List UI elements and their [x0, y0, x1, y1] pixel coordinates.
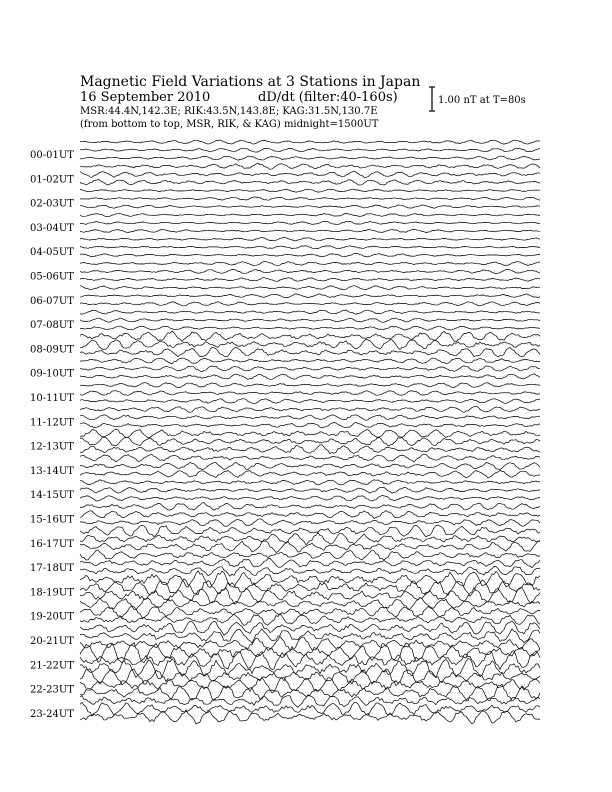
hour-label: 17-18UT — [30, 563, 74, 575]
hour-row — [30, 286, 540, 307]
hour-row — [30, 331, 540, 357]
scale-bar-label: 1.00 nT at T=80s — [438, 95, 526, 106]
hour-row — [30, 140, 540, 161]
trace-msr — [80, 347, 540, 357]
hour-label: 15-16UT — [30, 514, 74, 526]
trace-msr — [80, 496, 540, 502]
station-order-note: (from bottom to top, MSR, RIK, & KAG) midnight=1500UT — [80, 119, 379, 130]
trace-kag — [80, 262, 540, 266]
hour-label: 22-23UT — [30, 684, 74, 696]
scale-bar — [429, 87, 526, 111]
hour-row — [30, 383, 540, 404]
hour-label: 23-24UT — [30, 708, 74, 720]
trace-kag — [80, 163, 540, 169]
hour-row — [30, 238, 540, 259]
trace-msr — [80, 636, 540, 650]
hour-row — [30, 213, 540, 234]
trace-rik — [80, 559, 540, 568]
station-coordinates: MSR:44.4N,142.3E; RIK:43.5N,143.8E; KAG:31.5N,130.7E — [80, 106, 378, 117]
hour-row — [30, 695, 540, 724]
hour-row — [30, 262, 540, 283]
trace-rik — [80, 197, 540, 200]
hour-label: 00-01UT — [30, 150, 74, 161]
hour-row — [30, 454, 540, 478]
trace-msr — [80, 659, 540, 679]
hour-label: 05-06UT — [30, 271, 74, 283]
hour-label: 07-08UT — [30, 320, 74, 332]
hour-row — [30, 310, 540, 331]
hour-label: 11-12UT — [30, 417, 74, 429]
hour-row — [30, 525, 540, 553]
trace-msr — [80, 614, 540, 626]
hour-row — [30, 189, 540, 210]
chart-date: 16 September 2010 — [80, 90, 211, 105]
hour-label: 19-20UT — [30, 611, 74, 623]
hour-label: 12-13UT — [30, 441, 74, 453]
trace-msr — [80, 684, 540, 701]
chart-quantity: dD/dt (filter:40-160s) — [258, 90, 398, 105]
trace-rik — [80, 221, 540, 224]
hour-row — [30, 480, 540, 501]
trace-rik — [80, 462, 540, 469]
trace-kag — [80, 310, 540, 314]
hour-label: 09-10UT — [30, 368, 74, 380]
hour-label: 02-03UT — [30, 198, 74, 210]
hour-label: 04-05UT — [30, 247, 74, 259]
hour-label: 10-11UT — [30, 393, 74, 404]
hour-row — [30, 571, 540, 604]
hour-label: 01-02UT — [30, 174, 74, 186]
hour-row — [30, 503, 540, 527]
trace-msr — [80, 445, 540, 454]
trace-msr — [80, 399, 540, 404]
chart-title: Magnetic Field Variations at 3 Stations in Japan — [80, 74, 421, 90]
trace-rik — [80, 415, 540, 421]
hour-row — [30, 621, 540, 651]
hour-row — [30, 550, 540, 576]
hour-row — [30, 406, 540, 428]
trace-kag — [80, 213, 540, 216]
trace-rows — [30, 140, 540, 724]
trace-rik — [80, 318, 540, 322]
hour-label: 20-21UT — [30, 636, 74, 647]
hour-label: 18-19UT — [30, 587, 74, 599]
hour-label: 14-15UT — [30, 490, 74, 502]
hour-label: 06-07UT — [30, 295, 74, 307]
hour-row — [30, 163, 540, 185]
trace-rik — [80, 606, 540, 618]
trace-kag — [80, 406, 540, 412]
hour-label: 21-22UT — [30, 660, 74, 672]
hour-label: 03-04UT — [30, 222, 74, 234]
hour-label: 13-14UT — [30, 465, 74, 477]
hour-row — [30, 358, 540, 380]
hour-label: 16-17UT — [30, 538, 74, 550]
hour-row — [30, 429, 540, 454]
hour-label: 08-09UT — [30, 344, 74, 356]
hour-row — [30, 598, 540, 626]
trace-rik — [80, 246, 540, 249]
trace-rik — [80, 269, 540, 273]
trace-msr — [80, 374, 540, 380]
